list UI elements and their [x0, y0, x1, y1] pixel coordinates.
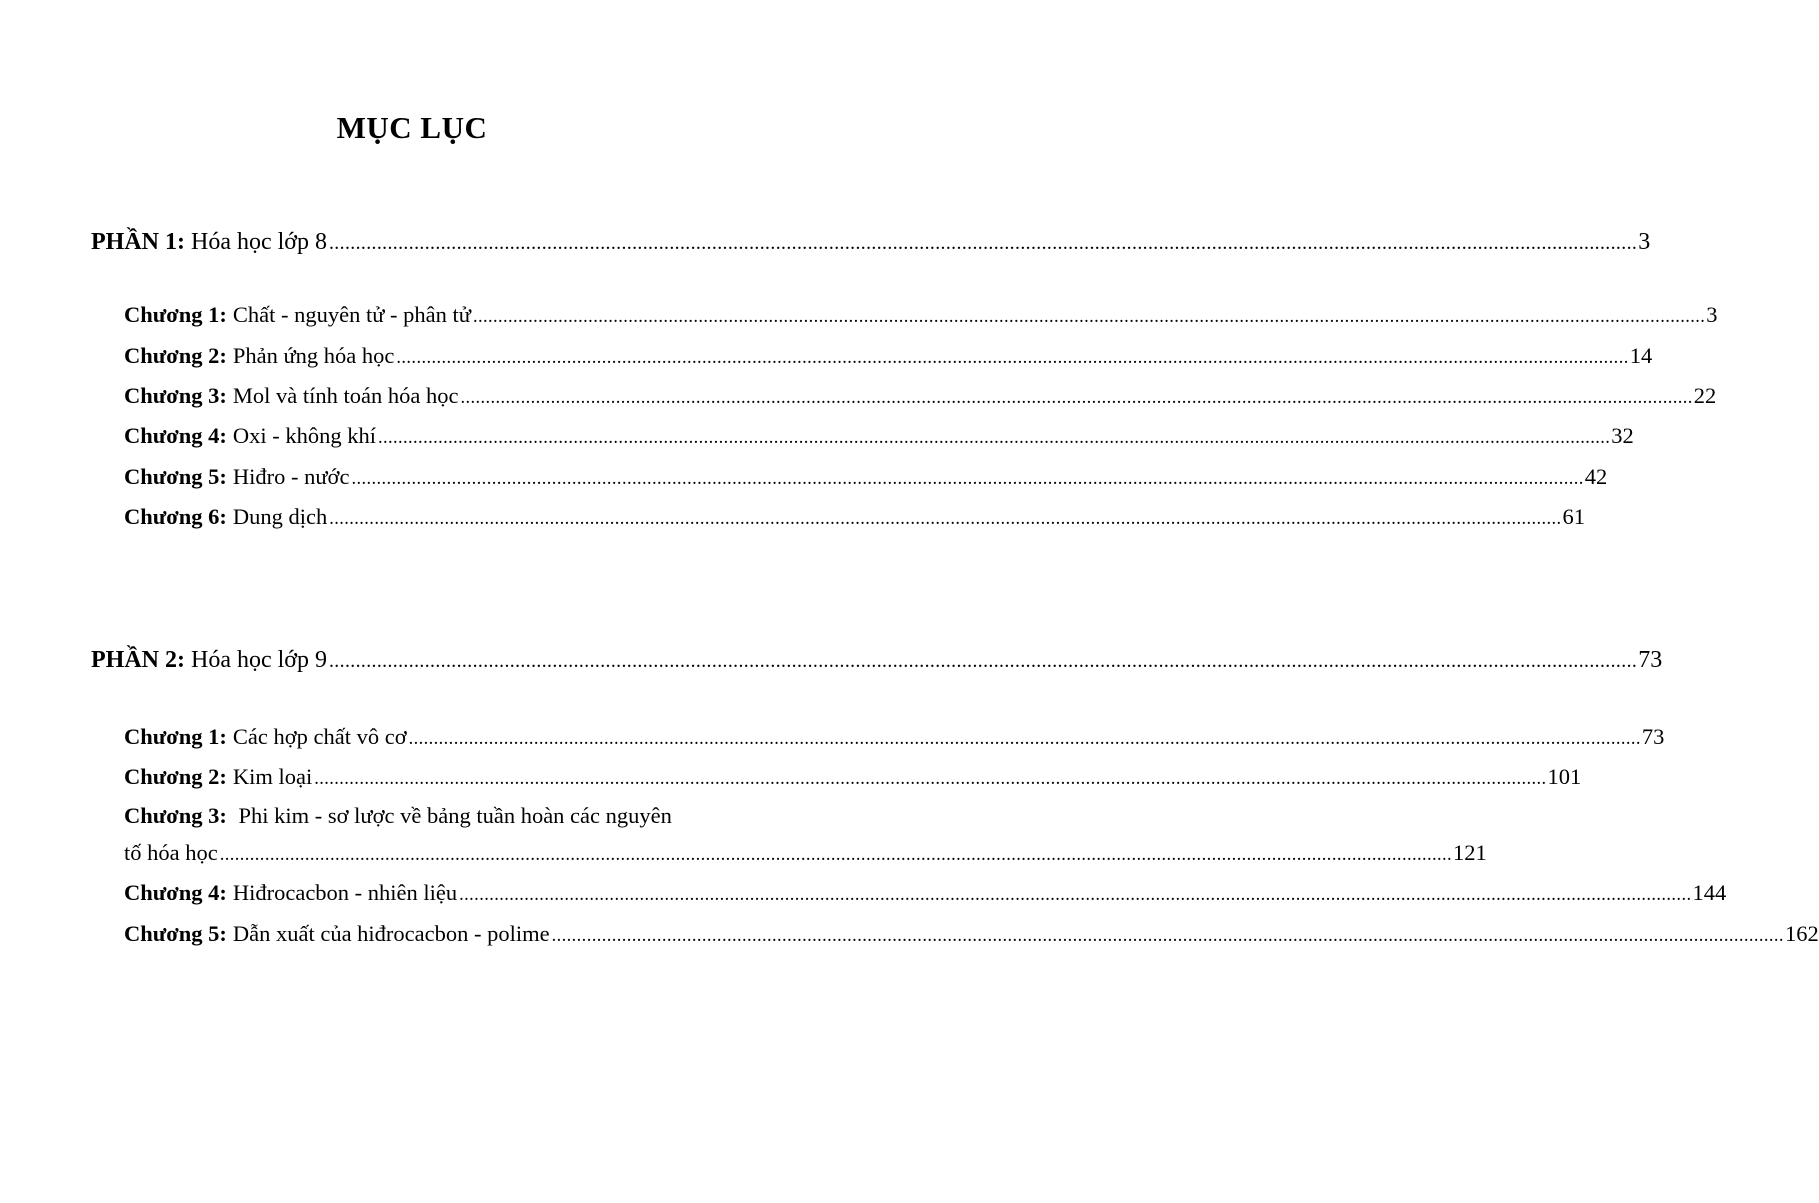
part-title: Hóa học lớp 9 — [190, 647, 327, 673]
dot-leader: ...................................................................................................................................................................................................................................................... — [328, 232, 1638, 254]
chapter-label: Chương 4: — [124, 880, 227, 905]
dot-leader: ...................................................................................................................................................................................................................................................... — [396, 347, 1629, 367]
page-number: 42 — [1584, 464, 1608, 489]
toc-chapter-1-5 — [124, 464, 1608, 490]
toc-chapter-2-5 — [124, 921, 1819, 947]
page-number: 22 — [1693, 383, 1717, 408]
dot-leader: ...................................................................................................................................................................................................................................................... — [551, 925, 1784, 945]
dot-leader: ...................................................................................................................................................................................................................................................... — [408, 728, 1641, 748]
chapter-label: Chương 6: — [124, 504, 227, 529]
page-number: 73 — [1641, 724, 1665, 749]
toc-chapter-2-4 — [124, 880, 1727, 906]
page-number: 14 — [1629, 343, 1653, 368]
chapter-label: Chương 2: — [124, 764, 227, 789]
page-title: MỤC LỤC — [336, 110, 488, 145]
page-number: 32 — [1611, 423, 1634, 448]
toc-chapter-1-2 — [124, 343, 1653, 369]
toc-chapter-1-6 — [124, 504, 1586, 530]
toc-chapter-2-1 — [124, 724, 1665, 750]
chapter-label: Chương 1: — [124, 724, 227, 749]
chapter-label: Chương 3: — [124, 803, 227, 828]
chapter-title-continued: tố hóa học — [124, 840, 218, 865]
toc-part-1 — [91, 229, 1651, 256]
chapter-title: Dung dịch — [232, 504, 328, 529]
part-title: Hóa học lớp 8 — [190, 229, 327, 255]
toc-chapter-2-3-cont — [124, 840, 1487, 866]
part-label: PHẦN 2: — [91, 647, 185, 673]
page-number: 144 — [1692, 880, 1727, 905]
toc-chapter-1-1 — [124, 302, 1718, 328]
toc-part-2 — [91, 647, 1663, 674]
chapter-label: Chương 4: — [124, 423, 227, 448]
dot-leader: ...................................................................................................................................................................................................................................................... — [328, 650, 1638, 672]
dot-leader: ...................................................................................................................................................................................................................................................... — [219, 844, 1453, 864]
chapter-title: Các hợp chất vô cơ — [232, 724, 407, 749]
dot-leader: ...................................................................................................................................................................................................................................................... — [314, 768, 1547, 788]
dot-leader: ...................................................................................................................................................................................................................................................... — [472, 306, 1706, 326]
chapter-label: Chương 3: — [124, 383, 227, 408]
chapter-title: Hiđrocacbon - nhiên liệu — [232, 880, 458, 905]
chapter-title: Chất - nguyên tử - phân tử — [232, 302, 471, 327]
page-number: 162 — [1784, 921, 1819, 946]
chapter-title: Hiđro - nước — [232, 464, 350, 489]
chapter-title: Oxi - không khí — [232, 423, 376, 448]
chapter-label: Chương 5: — [124, 921, 227, 946]
chapter-label: Chương 2: — [124, 343, 227, 368]
chapter-title: Phản ứng hóa học — [232, 343, 395, 368]
chapter-title: Phi kim - sơ lược về bảng tuần hoàn các nguyên — [238, 803, 672, 828]
page-number: 73 — [1638, 647, 1663, 673]
page-number: 121 — [1453, 840, 1487, 865]
part-label: PHẦN 1: — [91, 229, 185, 255]
dot-leader: ...................................................................................................................................................................................................................................................... — [377, 427, 1611, 447]
chapter-title: Mol và tính toán hóa học — [232, 383, 459, 408]
dot-leader: ...................................................................................................................................................................................................................................................... — [329, 508, 1562, 528]
dot-leader: ...................................................................................................................................................................................................................................................... — [460, 387, 1693, 407]
toc-chapter-1-3 — [124, 383, 1717, 409]
chapter-title: Kim loại — [232, 764, 313, 789]
dot-leader: ...................................................................................................................................................................................................................................................... — [351, 468, 1584, 488]
toc-chapter-1-4 — [124, 423, 1634, 449]
toc-chapter-2-3 — [124, 803, 734, 829]
page-number: 3 — [1706, 302, 1718, 327]
chapter-title: Dẫn xuất của hiđrocacbon - polime — [232, 921, 550, 946]
dot-leader: ...................................................................................................................................................................................................................................................... — [459, 884, 1692, 904]
page-number: 101 — [1547, 764, 1582, 789]
chapter-label: Chương 1: — [124, 302, 227, 327]
page-number: 61 — [1562, 504, 1586, 529]
page-number: 3 — [1638, 229, 1651, 255]
toc-chapter-2-2 — [124, 764, 1582, 790]
chapter-label: Chương 5: — [124, 464, 227, 489]
